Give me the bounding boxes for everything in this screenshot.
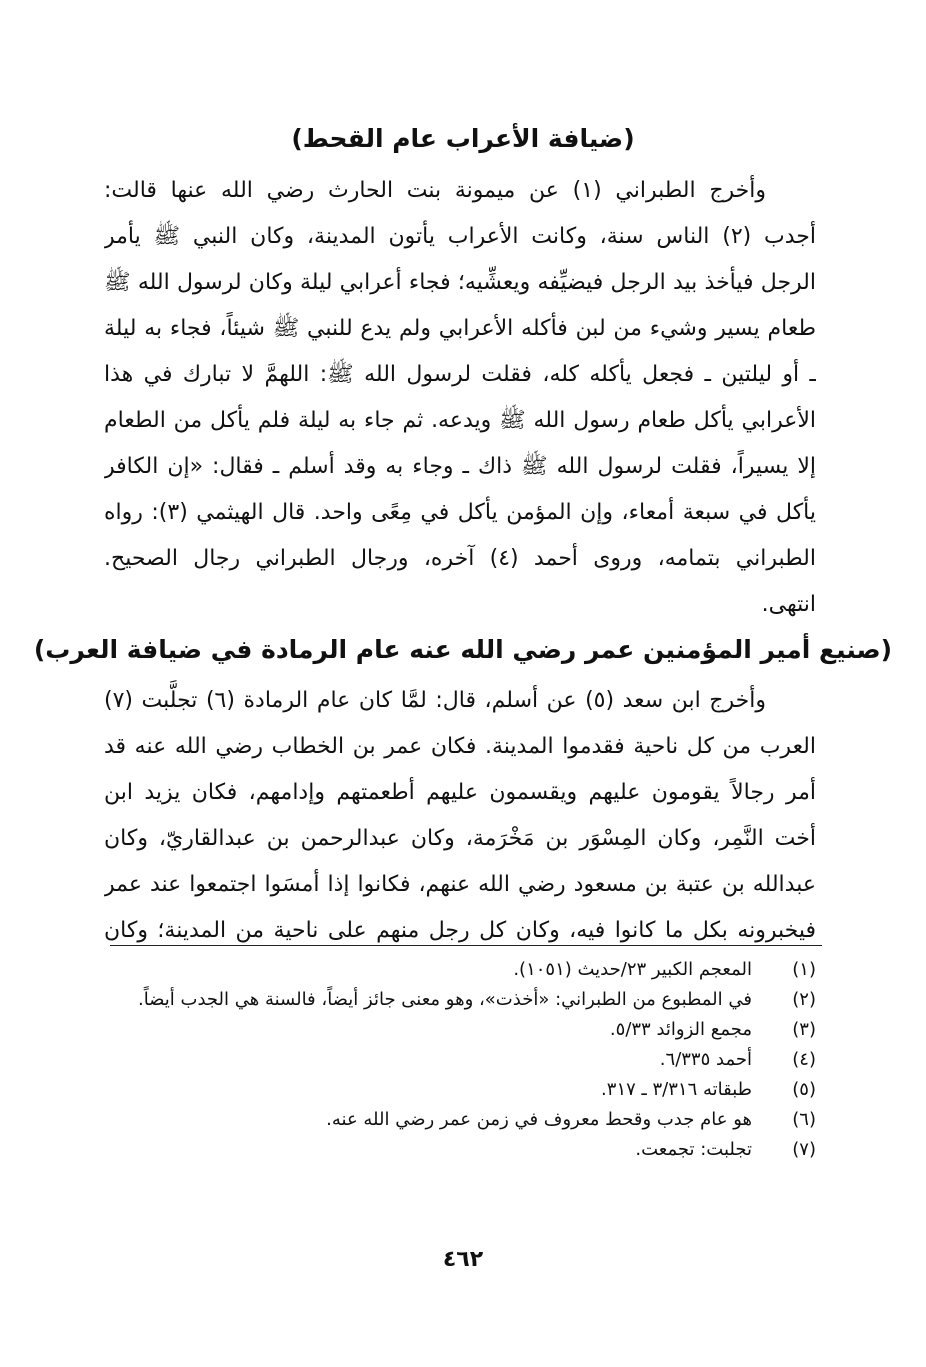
footnotes	[104, 955, 822, 1165]
text-line: فيخبرونه بكل ما كانوا فيه، وكان كل رجل منهم على ناحية من المدينة؛ وكان	[104, 918, 816, 943]
footnote-text: طبقاته ٣/٣١٦ ـ ٣١٧.	[601, 1079, 752, 1100]
text-line: العرب من كل ناحية فقدموا المدينة. فكان عمر بن الخطاب رضي الله عنه قد	[104, 734, 816, 759]
footnote-number: (٦)	[792, 1109, 816, 1130]
footnote	[104, 955, 822, 985]
footnote-text: في المطبوع من الطبراني: «أخذت»، وهو معنى جائز أيضاً، فالسنة هي الجدب أيضاً.	[137, 989, 752, 1010]
text-line: إلا يسيراً، فقلت لرسول الله ﷺ ذاك ـ وجاء به وقد أسلم ـ فقال: «إن الكافر	[104, 454, 816, 479]
text-line: الأعرابي يأكل طعام رسول الله ﷺ ويدعه. ثم جاء به ليلة فلم يأكل من الطعام	[104, 408, 816, 433]
text-line: ـ أو ليلتين ـ فجعل يأكله كله، فقلت لرسول الله ﷺ: اللهمَّ لا تبارك في هذا	[104, 362, 816, 387]
footnote-text: مجمع الزوائد ٥/٣٣.	[609, 1019, 752, 1040]
page-number: ٤٦٢	[442, 1247, 484, 1272]
paragraph-aslam-narration	[104, 678, 816, 954]
footnote-text: تجلبت: تجمعت.	[635, 1139, 752, 1160]
footnote	[104, 1105, 822, 1135]
footnote	[104, 985, 822, 1015]
footnote-number: (١)	[792, 959, 816, 980]
paragraph-maymuna-narration	[104, 168, 816, 628]
text-line: وأخرج الطبراني (١) عن ميمونة بنت الحارث رضي الله عنها قالت:	[104, 178, 766, 203]
footnote-number: (٤)	[792, 1049, 816, 1070]
text-line: أخت النَّمِر، وكان المِسْوَر بن مَخْرَمة، وكان عبدالرحمن بن عبدالقاريّ، وكان	[104, 826, 816, 851]
footnote	[104, 1075, 822, 1105]
text-line: عبدالله بن عتبة بن مسعود رضي الله عنهم، فكانوا إذا أمسَوا اجتمعوا عند عمر	[104, 872, 816, 897]
footnote-number: (٣)	[792, 1019, 816, 1040]
footnote-number: (٧)	[792, 1139, 816, 1160]
text-line: الطبراني بتمامه، وروى أحمد (٤) آخره، ورجال الطبراني رجال الصحيح.	[104, 546, 816, 571]
footnote	[104, 1045, 822, 1075]
text-line: أمر رجالاً يقومون عليهم ويقسمون عليهم أطعمتهم وإدامهم، فكان يزيد ابن	[104, 780, 816, 805]
text-line: أجدب (٢) الناس سنة، وكانت الأعراب يأتون المدينة، وكان النبي ﷺ يأمر	[104, 224, 816, 249]
section-heading-umar-ramada: (صنيع أمير المؤمنين عمر رضي الله عنه عام الرمادة في ضيافة العرب)	[33, 635, 893, 664]
text-line: انتهى.	[761, 592, 816, 617]
footnote-number: (٢)	[792, 989, 816, 1010]
section-heading-hospitality-bedouins: (ضيافة الأعراب عام القحط)	[291, 124, 635, 153]
text-line: يأكل في سبعة أمعاء، وإن المؤمن يأكل في مِعًى واحد. قال الهيثمي (٣): رواه	[104, 500, 816, 525]
text-line: وأخرج ابن سعد (٥) عن أسلم، قال: لمَّا كان عام الرمادة (٦) تجلَّبت (٧)	[104, 688, 766, 713]
footnote-text: أحمد ٦/٣٣٥.	[659, 1049, 752, 1070]
text-line: طعام يسير وشيء من لبن فأكله الأعرابي ولم يدع للنبي ﷺ شيئاً، فجاء به ليلة	[104, 316, 816, 341]
footnote	[104, 1135, 822, 1165]
footnote-text: هو عام جدب وقحط معروف في زمن عمر رضي الله عنه.	[326, 1109, 752, 1130]
footnote	[104, 1015, 822, 1045]
text-line: الرجل فيأخذ بيد الرجل فيضيِّفه ويعشِّيه؛ فجاء أعرابي ليلة وكان لرسول الله ﷺ	[104, 270, 816, 295]
footnote-separator	[110, 945, 822, 946]
footnote-number: (٥)	[792, 1079, 816, 1100]
footnote-text: المعجم الكبير ٢٣/حديث (١٠٥١).	[513, 959, 752, 980]
